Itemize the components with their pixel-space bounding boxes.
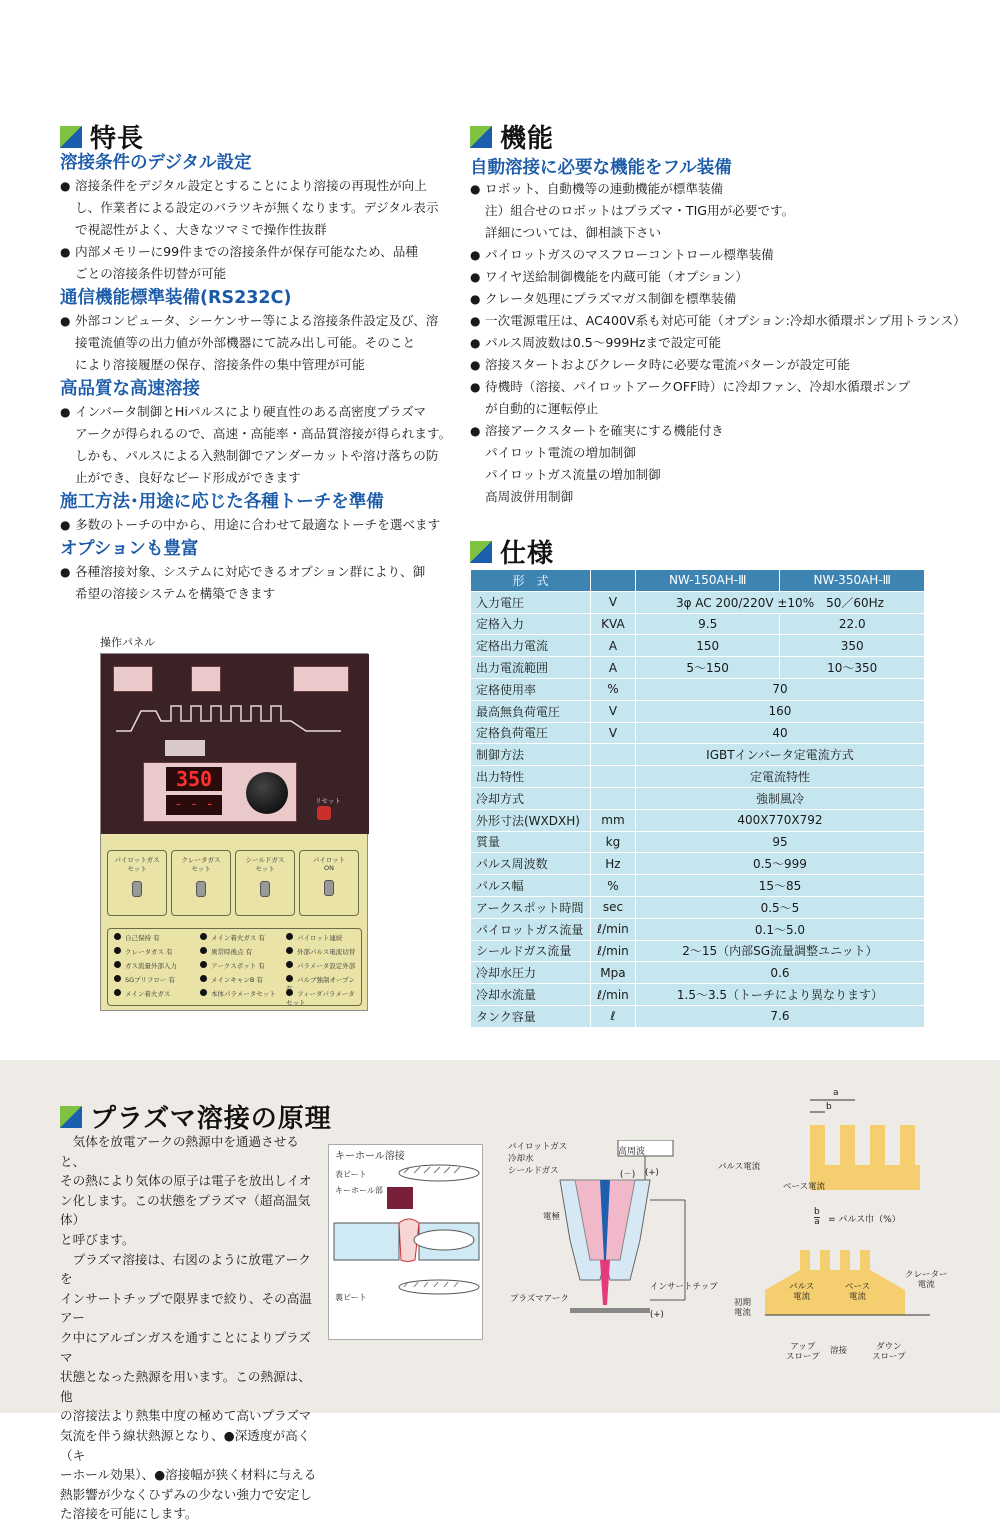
function-item <box>470 376 970 420</box>
function-line: ● 溶接スタートおよびクレータ時に必要な電流パターンが設定可能 <box>485 357 850 372</box>
feature-line: ● 溶接条件をデジタル設定とすることにより溶接の再現性が向上 <box>75 178 427 193</box>
feature-line: し、作業者による設定のバラツキが無くなります。デジタル表示 <box>75 200 439 215</box>
spec-name: 冷却水圧力 <box>471 962 591 984</box>
spec-name: パイロットガス流量 <box>471 918 591 940</box>
cooling-water-label: 冷却水 <box>508 1154 534 1164</box>
spec-value: 0.6 <box>635 962 924 984</box>
keyhole-title: キーホール溶接 <box>335 1151 405 1162</box>
spec-row <box>471 766 925 788</box>
panel-switch-label: クレータガス <box>181 856 221 864</box>
spec-name: 冷却方式 <box>471 787 591 809</box>
panel-led-item <box>114 975 175 984</box>
pattern-crater-label: クレーター 電流 <box>905 1270 948 1290</box>
spec-name: 冷却水流量 <box>471 984 591 1006</box>
panel-switch-box <box>293 666 349 692</box>
spec-unit: Mpa <box>590 962 635 984</box>
electrode-label: 電極 <box>543 1212 561 1222</box>
feature-line: ● 各種溶接対象、システムに対応できるオプション群により、御 <box>75 564 426 579</box>
toggle-switch-icon <box>260 881 270 897</box>
panel-led-item <box>286 947 355 956</box>
led-label: アークスポット 有 <box>211 962 265 970</box>
function-line: が自動的に運転停止 <box>485 401 599 416</box>
spec-name: 定格負荷電圧 <box>471 722 591 744</box>
led-label: メイン着火ガス <box>125 990 171 998</box>
top-bead-label: 表ビート <box>335 1170 367 1179</box>
function-item <box>470 200 970 244</box>
spec-row <box>471 787 925 809</box>
function-line: ● クレータ処理にプラズマガス制御を標準装備 <box>485 291 737 306</box>
spec-name: 定格入力 <box>471 613 591 635</box>
function-line: ● 溶接アークスタートを確実にする機能付き <box>485 423 724 438</box>
led-label: メインキャンB 有 <box>211 976 263 984</box>
pattern-up-label: アップ スロープ <box>786 1342 820 1362</box>
toggle-switch-icon <box>132 881 142 897</box>
function-line: ● ワイヤ送給制御機能を内蔵可能（オプション） <box>485 269 748 284</box>
feature-line: しかも、パルスによる入熱制御でアンダーカットや溶け落ちの防 <box>75 448 439 463</box>
feature-title: 溶接条件のデジタル設定 <box>60 153 252 173</box>
reset-button <box>317 806 331 820</box>
spec-value-350: 350 <box>780 635 925 657</box>
principle-heading: プラズマ溶接の原理 <box>60 1098 332 1135</box>
function-item <box>470 332 970 354</box>
function-line: ● 待機時（溶接、パイロットアークOFF時）に冷却ファン、冷却水循環ポンプ <box>485 379 911 394</box>
spec-value: 定電流特性 <box>635 766 924 788</box>
pulse-a-label: a <box>833 1088 839 1098</box>
spec-unit <box>590 744 635 766</box>
panel-led-item <box>200 975 263 984</box>
led-label: SGプリフロー 有 <box>125 976 175 984</box>
feature-line: ごとの溶接条件切替が可能 <box>75 266 227 281</box>
feature-item <box>60 401 455 489</box>
feature-line: 止ができ、良好なビード形成ができます <box>75 470 301 485</box>
principle-line: インサートチップで限界まで絞り、その高温アー <box>60 1290 312 1326</box>
feature-list <box>60 401 455 489</box>
feature-line: アークが得られるので、高速・高能率・高品質溶接が得られます。 <box>75 426 452 441</box>
spec-row <box>471 896 925 918</box>
spec-value: 0.5～999 <box>635 853 924 875</box>
feature-line: ● 内部メモリーに99件までの溶接条件が保存可能なため、品種 <box>75 244 418 259</box>
led-icon <box>286 989 293 996</box>
panel-led-item <box>200 933 265 942</box>
led-label: 異常時後点 有 <box>211 948 253 956</box>
led-label: 本体パラメータセット <box>211 990 276 998</box>
spec-value: 400X770X792 <box>635 809 924 831</box>
setting-knob <box>246 772 288 814</box>
feature-list <box>60 561 455 605</box>
pilot-gas-label: パイロットガス <box>508 1142 568 1152</box>
principle-line: 状態となった熱源を用います。この熱源は、他 <box>60 1369 311 1404</box>
spec-value: IGBTインバータ定電流方式 <box>635 744 924 766</box>
function-item <box>470 178 970 200</box>
led-icon <box>114 961 121 968</box>
feature-line: により溶接履歴の保存、溶接条件の集中管理が可能 <box>75 357 365 372</box>
base-current-label: ベース電流 <box>783 1182 826 1192</box>
spec-value: 強制風冷 <box>635 787 924 809</box>
principle-line: その熱により気体の原子は電子を放出しイオ <box>60 1173 312 1189</box>
led-label: パイロット連続 <box>297 934 343 942</box>
spec-name: 制御方法 <box>471 744 591 766</box>
function-line: ● ロボット、自動機等の連動機能が標準装備 <box>485 181 724 196</box>
spec-name: 入力電圧 <box>471 591 591 613</box>
spec-table <box>470 569 925 1028</box>
section-mark-icon <box>470 126 492 148</box>
spec-value-150: 150 <box>635 635 780 657</box>
spec-unit: V <box>590 591 635 613</box>
pattern-down-label: ダウン スロープ <box>872 1342 906 1362</box>
minus-label: (－) <box>620 1170 636 1180</box>
plus-label: (+) <box>645 1168 659 1178</box>
led-icon <box>200 989 207 996</box>
led-icon <box>200 961 207 968</box>
led-label: メイン着火ガス 有 <box>211 934 265 942</box>
spec-unit: V <box>590 722 635 744</box>
led-icon <box>114 933 121 940</box>
pattern-weld-label: 溶接 <box>830 1346 848 1356</box>
panel-switch <box>235 850 295 916</box>
panel-switch <box>107 850 167 916</box>
pattern-base-label: ベース 電流 <box>845 1282 871 1302</box>
panel-switch-box <box>113 666 153 692</box>
spec-value-350: 22.0 <box>780 613 925 635</box>
spec-value: 0.5～5 <box>635 896 924 918</box>
spec-name: アークスポット時間 <box>471 896 591 918</box>
spec-heading: 仕様 <box>470 533 554 570</box>
led-label: クレータガス 有 <box>125 948 173 956</box>
spec-name: シールドガス流量 <box>471 940 591 962</box>
panel-caption: 操作パネル <box>100 636 155 649</box>
principle-line: ン化します。この状態をプラズマ（超高温気体） <box>60 1192 311 1228</box>
panel-switch-box <box>191 666 221 692</box>
spec-unit: ℓ/min <box>590 940 635 962</box>
principle-line: ク中にアルゴンガスを通すことによりプラズマ <box>60 1329 311 1365</box>
panel-led-item <box>286 933 342 942</box>
spec-value-150: 9.5 <box>635 613 780 635</box>
spec-row <box>471 657 925 679</box>
function-line: ● パイロットガスのマスフローコントロール標準装備 <box>485 247 774 262</box>
spec-header-nw350: NW-350AH-Ⅲ <box>780 570 925 592</box>
panel-led-item <box>286 989 361 1007</box>
feature-list <box>60 310 455 376</box>
pattern-initial-label: 初期 電流 <box>734 1298 752 1318</box>
led-label: 自己保持 有 <box>125 934 160 942</box>
reset-label: リセット <box>315 797 341 805</box>
spec-row <box>471 700 925 722</box>
led-label: パラメータ設定外部 <box>297 962 356 970</box>
feature-item <box>60 514 455 536</box>
function-line: パイロット電流の増加制御 <box>485 445 636 460</box>
led-icon <box>286 933 293 940</box>
pulse-formula-fraction: b a <box>814 1207 820 1227</box>
spec-value: 0.1～5.0 <box>635 918 924 940</box>
principle-text <box>60 1132 320 1524</box>
spec-unit: KVA <box>590 613 635 635</box>
spec-header-unit <box>590 570 635 592</box>
spec-unit: V <box>590 700 635 722</box>
panel-led-item <box>114 933 160 942</box>
pattern-pulse-label: パルス 電流 <box>789 1282 815 1302</box>
functions-title: 自動溶接に必要な機能をフル装備 <box>470 158 732 178</box>
function-line: パイロットガス流量の増加制御 <box>485 467 661 482</box>
spec-unit <box>590 766 635 788</box>
principle-line: と呼びます。 <box>60 1231 135 1247</box>
spec-row <box>471 591 925 613</box>
panel-switch-sub: ON <box>324 864 334 872</box>
led-icon <box>200 975 207 982</box>
spec-row <box>471 962 925 984</box>
panel-switch-sub: セット <box>255 865 275 873</box>
spec-value: 7.6 <box>635 1005 924 1027</box>
keyhole-diagram <box>328 1144 483 1340</box>
panel-switch-label: パイロットガス <box>114 856 160 864</box>
led-label: ガス流量外部入力 <box>125 962 177 970</box>
spec-name: 定格出力電流 <box>471 635 591 657</box>
panel-led-item <box>200 989 276 998</box>
toggle-switch-icon <box>196 881 206 897</box>
feature-line: 希望の溶接システムを構築できます <box>75 586 276 601</box>
spec-unit: ℓ <box>590 1005 635 1027</box>
spec-name: 外形寸法(WXDXH) <box>471 809 591 831</box>
spec-row <box>471 984 925 1006</box>
spec-unit: Hz <box>590 853 635 875</box>
shield-gas-label: シールドガス <box>508 1166 559 1176</box>
spec-row <box>471 635 925 657</box>
pulse-b-label: b <box>826 1102 832 1112</box>
panel-switch <box>171 850 231 916</box>
spec-unit: ℓ/min <box>590 984 635 1006</box>
spec-row <box>471 809 925 831</box>
feature-title: 施工方法･用途に応じた各種トーチを準備 <box>60 492 384 512</box>
insert-tip-label: インサートチップ <box>650 1282 718 1292</box>
feature-title: オプションも豊富 <box>60 539 199 559</box>
features-heading: 特長 <box>60 118 144 155</box>
spec-unit: kg <box>590 831 635 853</box>
back-bead-label: 裏ビート <box>335 1293 367 1302</box>
spec-row <box>471 613 925 635</box>
pulse-current-label: パルス電流 <box>718 1162 761 1172</box>
panel-arrow-buttons <box>165 740 205 756</box>
function-line: 詳細については、御相談下さい <box>485 225 662 240</box>
principle-line: ーホール効果）、●溶接幅が狭く材料に与える <box>60 1467 317 1483</box>
panel-switch-label: シールドガス <box>245 856 285 864</box>
led-label: 外部パルス電流切替 <box>297 948 356 956</box>
plasma-arc-label: プラズマアーク <box>510 1294 569 1304</box>
panel-led-item <box>286 961 355 970</box>
spec-value: 15～85 <box>635 875 924 897</box>
spec-header-nw150: NW-150AH-Ⅲ <box>635 570 780 592</box>
principle-line: の溶接法より熱集中度の極めて高いプラズマ <box>60 1408 312 1424</box>
feature-line: ● 多数のトーチの中から、用途に合わせて最適なトーチを選べます <box>75 517 441 532</box>
feature-line: ● インバータ制御とHiパルスにより硬直性のある高密度プラズマ <box>75 404 427 419</box>
spec-row <box>471 722 925 744</box>
spec-name: 出力電流範囲 <box>471 657 591 679</box>
section-mark-icon <box>60 126 82 148</box>
spec-value: 1.5～3.5（トーチにより異なります） <box>635 984 924 1006</box>
spec-unit: sec <box>590 896 635 918</box>
spec-row <box>471 940 925 962</box>
led-icon <box>286 947 293 954</box>
spec-value: 40 <box>635 722 924 744</box>
spec-unit: % <box>590 875 635 897</box>
plus-label-2: (+) <box>650 1310 664 1320</box>
keyhole-drawing <box>329 1145 484 1341</box>
function-item <box>470 310 970 332</box>
feature-item <box>60 561 455 605</box>
panel-waveform-icon <box>111 696 361 736</box>
spec-value: 2～15（内部SG流量調整ユニット） <box>635 940 924 962</box>
feature-line: で視認性がよく、大きなツマミで操作性抜群 <box>75 222 327 237</box>
panel-led-item <box>200 947 252 956</box>
feature-item <box>60 310 455 376</box>
spec-unit: mm <box>590 809 635 831</box>
principle-section <box>0 1060 1000 1522</box>
keyhole-part-label: キーホール部 <box>335 1186 383 1195</box>
spec-value: 160 <box>635 700 924 722</box>
function-item <box>470 354 970 376</box>
toggle-switch-icon <box>324 880 334 896</box>
spec-row <box>471 918 925 940</box>
panel-switch-sub: セット <box>127 865 147 873</box>
function-line: 高周波併用制御 <box>485 489 574 504</box>
pulse-formula: = パルス巾（%） <box>828 1215 901 1225</box>
panel-led-item <box>114 989 170 998</box>
panel-led-item <box>114 947 173 956</box>
principle-line: 気体を放電アークの熱源中を通過させると、 <box>60 1134 299 1169</box>
function-item <box>470 266 970 288</box>
spec-name: 質量 <box>471 831 591 853</box>
functions-list <box>470 178 970 508</box>
spec-value: 3φ AC 200/220V ±10% 50／60Hz <box>635 591 924 613</box>
panel-switch-sub: セット <box>191 865 211 873</box>
feature-title: 通信機能標準装備(RS232C) <box>60 288 292 308</box>
spec-header-model: 形 式 <box>471 570 591 592</box>
spec-name: パルス幅 <box>471 875 591 897</box>
features-body <box>60 150 455 605</box>
spec-value: 70 <box>635 678 924 700</box>
panel-switch <box>299 850 359 916</box>
panel-switch-label: パイロット <box>312 856 346 864</box>
feature-list <box>60 514 455 536</box>
spec-name: 出力特性 <box>471 766 591 788</box>
feature-line: ● 外部コンピュータ、シーケンサー等による溶接条件設定及び、溶 <box>75 313 439 328</box>
feature-line: 接電流値等の出力値が外部機器にて読み出し可能。そのこと <box>75 335 416 350</box>
led-label: パルブ強制オープン <box>297 976 355 984</box>
spec-unit: ℓ/min <box>590 918 635 940</box>
function-item <box>470 288 970 310</box>
section-mark-icon <box>60 1106 82 1128</box>
function-item <box>470 420 970 508</box>
spec-unit: % <box>590 678 635 700</box>
spec-name: 最高無負荷電圧 <box>471 700 591 722</box>
panel-led-item <box>114 961 177 970</box>
feature-item <box>60 241 455 285</box>
led-icon <box>114 989 121 996</box>
led-icon <box>200 933 207 940</box>
function-item <box>470 244 970 266</box>
current-display: 350 <box>166 767 222 791</box>
panel-upper <box>101 654 369 834</box>
principle-line: プラズマ溶接は、右図のように放電アークを <box>60 1251 311 1287</box>
principle-line: 熱影響が少なくひずみの少ない強力で安定し <box>60 1486 312 1502</box>
led-icon <box>286 961 293 968</box>
functions-heading: 機能 <box>470 118 554 155</box>
led-icon <box>114 975 121 982</box>
function-line: ● 一次電源電圧は、AC400V系も対応可能（オプション:冷却水循環ポンプ用トランス） <box>485 313 966 328</box>
operation-panel-photo <box>100 653 368 1011</box>
spec-unit <box>590 787 635 809</box>
function-line: ● パルス周波数は0.5～999Hzまで設定可能 <box>485 335 722 350</box>
spec-name: 定格使用率 <box>471 678 591 700</box>
spec-value-350: 10～350 <box>780 657 925 679</box>
feature-item <box>60 175 455 241</box>
led-icon <box>286 975 293 982</box>
spec-row <box>471 1005 925 1027</box>
principle-line: た溶接を可能にします。 <box>60 1506 198 1522</box>
sub-display: - - - <box>166 795 222 815</box>
spec-unit: A <box>590 635 635 657</box>
section-mark-icon <box>470 541 492 563</box>
led-icon <box>200 947 207 954</box>
feature-list <box>60 175 455 285</box>
led-icon <box>114 947 121 954</box>
spec-row <box>471 744 925 766</box>
panel-led-area <box>107 928 362 1006</box>
spec-row <box>471 875 925 897</box>
hf-label: 高周波 <box>618 1147 646 1157</box>
spec-name: タンク容量 <box>471 1005 591 1027</box>
principle-line: 気流を伴う線状熱源となり、●深透度が高く（キ <box>60 1427 311 1463</box>
spec-row <box>471 831 925 853</box>
spec-value: 95 <box>635 831 924 853</box>
function-line: 注）組合せのロボットはプラズマ・TIG用が必要です。 <box>485 203 795 218</box>
feature-title: 高品質な高速溶接 <box>60 379 200 399</box>
spec-name: パルス周波数 <box>471 853 591 875</box>
spec-row <box>471 678 925 700</box>
led-label: フィーダパラメータセット <box>286 990 355 1007</box>
spec-unit: A <box>590 657 635 679</box>
spec-row <box>471 853 925 875</box>
spec-value-150: 5～150 <box>635 657 780 679</box>
panel-led-item <box>200 961 265 970</box>
